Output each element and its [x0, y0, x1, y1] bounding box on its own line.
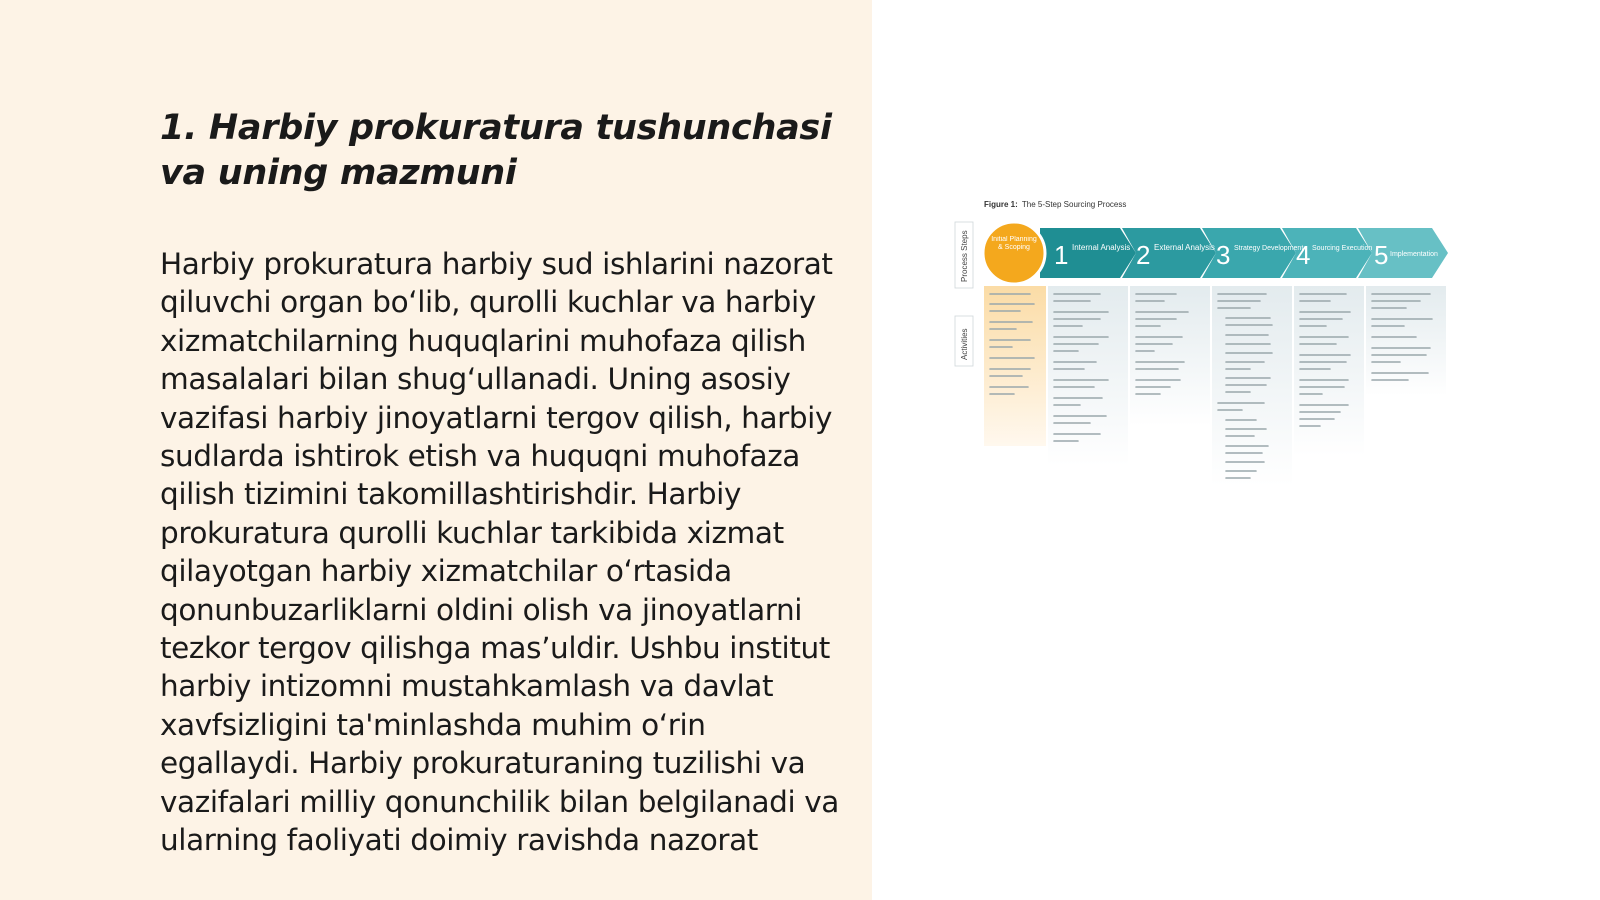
step-label-5: Implementation	[1390, 251, 1438, 258]
step-label-2: External Analysis	[1154, 243, 1215, 252]
sourcing-process-figure	[950, 198, 1450, 488]
activity-column-2	[1130, 286, 1210, 426]
side-label-process-steps: Process Steps	[960, 230, 969, 282]
svg-text:Figure 1: The 5-Step Sou	[984, 200, 1126, 209]
side-label-activities: Activities	[960, 328, 969, 360]
figure-caption-label: Figure 1:	[984, 200, 1018, 209]
step-number-3: 3	[1216, 240, 1231, 270]
figure-caption-text: The 5-Step Sourcing Process	[1021, 200, 1127, 209]
activity-column-1	[1048, 286, 1128, 466]
step-label-1: Internal Analysis	[1072, 243, 1131, 252]
step-number-2: 2	[1136, 240, 1151, 270]
activity-column-3	[1212, 286, 1292, 486]
step-number-4: 4	[1296, 240, 1311, 270]
step-number-5: 5	[1374, 240, 1389, 270]
sourcing-process-diagram	[950, 198, 1450, 488]
planning-circle-label: Initial Planning & Scoping	[991, 236, 1037, 251]
activity-column-0	[984, 286, 1046, 446]
step-label-3: Strategy Development	[1234, 245, 1304, 252]
slide-title: 1. Harbiy prokuratura tushunchasi va uning mazmuni	[160, 108, 832, 193]
planning-circle-label-box	[988, 236, 1040, 272]
step-number-1: 1	[1054, 240, 1069, 270]
step-label-4: Sourcing Execution	[1312, 245, 1373, 252]
slide-body-text: Harbiy prokuratura harbiy sud ishlarini nazorat qiluvchi organ bo‘lib, qurolli kuchlar va harbiy xizmatchilarning huquqlarini muhofaza qilish masalalari bilan shug‘ullanadi. Uning asosiy vazifasi harbiy jinoyatlarni tergov qilish, harbiy sudlarda ishtirok etish va huquqni muhofaza qilish tizimini takomillashtirishdir. Harbiy prokuratura qurolli kuchlar tarkibida xizmat qilayotgan harbiy xizmatchilar o‘rtasida qonunbuzarliklarni oldini olish va jinoyatlarni tezkor tergov qilishga mas’uldir. Ushbu institut harbiy intizomni mustahkamlash va davlat xavfsizligini ta'minlashda muhim o‘rin egallaydi. Harbiy prokuraturaning tuzilishi va vazifalari milliy qonunchilik bilan belgilanadi va ularning faoliyati doimiy ravishda nazorat	[160, 247, 839, 858]
